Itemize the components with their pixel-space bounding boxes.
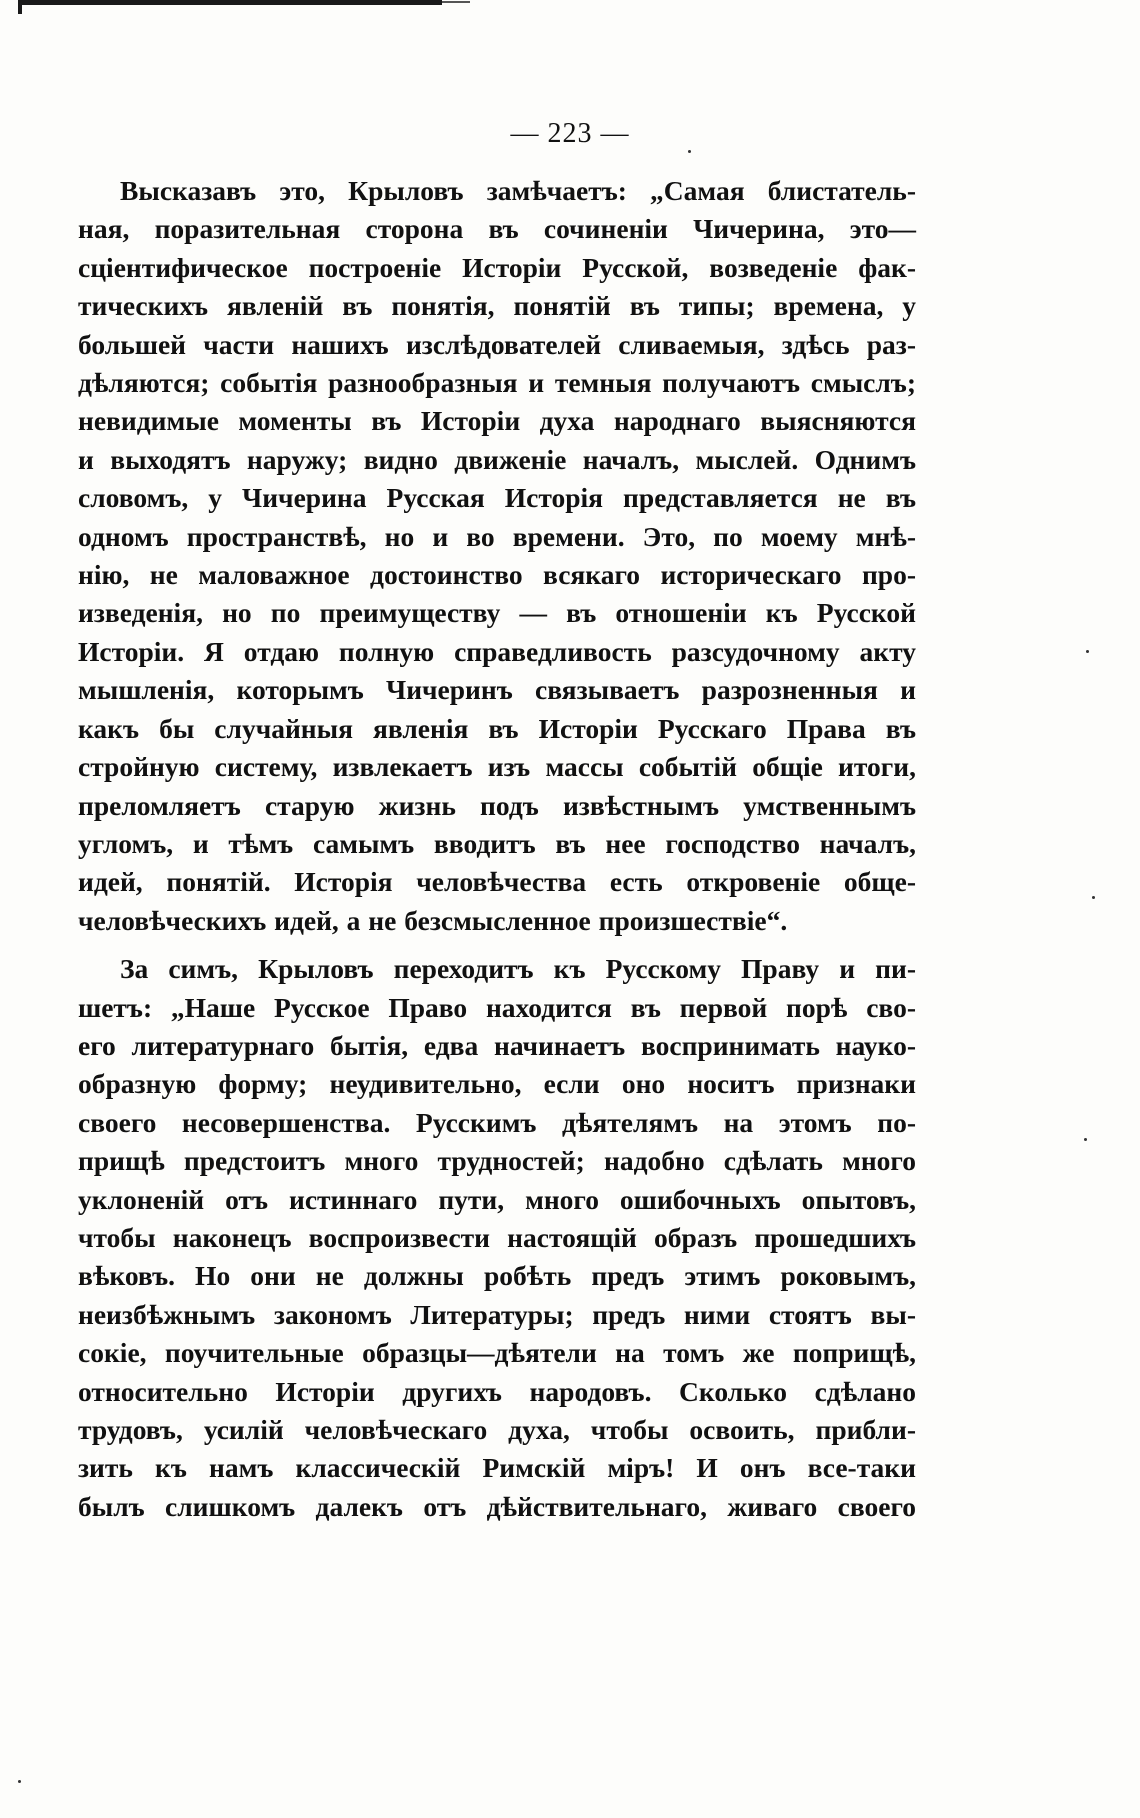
text-line: идей, понятій. Исторія человѣчества есть откровеніе обще- (78, 866, 916, 898)
text-line: относительно Исторіи другихъ народовъ. Сколько сдѣлано (78, 1375, 916, 1407)
text-line: вѣковъ. Но они не должны робѣть предъ этимъ роковымъ, (78, 1260, 916, 1292)
page-number: — 223 — (510, 118, 630, 149)
text-line: уклоненій отъ истиннаго пути, много ошибочныхъ опытовъ, (78, 1183, 916, 1215)
text-line: словомъ, у Чичерина Русская Исторія представляется не въ (78, 482, 916, 514)
text-line: Исторіи. Я отдаю полную справедливость разсудочному акту (78, 635, 916, 667)
paragraph-2 (78, 950, 916, 1526)
text-line: неизбѣжнымъ закономъ Литературы; предъ ними стоятъ вы- (78, 1298, 916, 1330)
text-line: сціентифическое построеніе Исторіи Русской, возведеніе фак- (78, 251, 916, 283)
text-line: тическихъ явленій въ понятія, понятій въ типы; времена, у (78, 290, 916, 322)
scan-speck (18, 1780, 21, 1783)
text-line: ная, поразительная сторона въ сочиненіи Чичерина, это— (78, 213, 916, 245)
text-line: чтобы наконецъ воспроизвести настоящій образъ прошедшихъ (78, 1221, 916, 1253)
text-line: человѣческихъ идей, а не безсмысленное произшествіе“. (78, 904, 788, 936)
scan-speck (1092, 896, 1095, 899)
text-line: мышленія, которымъ Чичеринъ связываетъ разрозненныя и (78, 674, 916, 706)
text-line: трудовъ, усилій человѣческаго духа, чтобы освоить, прибли- (78, 1414, 916, 1445)
scan-speck (1084, 1138, 1087, 1141)
scan-speck (688, 150, 691, 153)
text-line: изведенія, но по преимуществу — въ отношеніи къ Русской (78, 597, 916, 629)
text-line: шетъ: „Наше Русское Право находится въ первой порѣ сво- (78, 991, 916, 1023)
text-line: невидимые моменты въ Исторіи духа народнаго выясняются (78, 405, 916, 437)
text-line: какъ бы случайныя явленія въ Исторіи Русскаго Права въ (78, 712, 916, 744)
scan-top-rule (22, 0, 442, 5)
text-line: зить къ намъ классическій Римскій міръ! И онъ все-таки (78, 1452, 916, 1484)
text-line: большей части нашихъ изслѣдователей сливаемыя, здѣсь раз- (78, 328, 916, 360)
scan-top-rule-tail (442, 1, 470, 3)
text-line: и выходятъ наружу; видно движеніе началъ, мыслей. Однимъ (78, 443, 916, 475)
text-line: стройную систему, извлекаетъ изъ массы событій общіе итоги, (78, 751, 916, 783)
text-line: своего несовершенства. Русскимъ дѣятелямъ на этомъ по- (78, 1106, 916, 1138)
text-line: За симъ, Крыловъ переходитъ къ Русскому Праву и пи- (120, 953, 916, 985)
paragraph-1 (78, 172, 916, 940)
text-line: одномъ пространствѣ, но и во времени. Это, по моему мнѣ- (78, 520, 916, 552)
scan-speck (1086, 650, 1089, 653)
text-line: его литературнаго бытія, едва начинаетъ воспринимать науко- (78, 1029, 916, 1061)
text-line: угломъ, и тѣмъ самымъ вводитъ въ нее господство началъ, (78, 827, 916, 859)
page-body (78, 172, 916, 1526)
text-line: преломляетъ старую жизнь подъ извѣстнымъ умственнымъ (78, 789, 916, 821)
text-line: нію, не маловажное достоинство всякаго историческаго про- (78, 559, 916, 591)
text-line: образную форму; неудивительно, если оно носитъ признаки (78, 1068, 916, 1100)
text-line: былъ слишкомъ далекъ отъ дѣйствительнаго, живаго своего (78, 1490, 916, 1522)
text-line: Высказавъ это, Крыловъ замѣчаетъ: „Самая блистатель- (120, 175, 916, 206)
text-line: прищѣ предстоитъ много трудностей; надобно сдѣлать много (78, 1145, 916, 1177)
text-line: дѣляются; событія разнообразныя и темныя получаютъ смыслъ; (78, 367, 916, 399)
text-line: сокіе, поучительные образцы—дѣятели на томъ же поприщѣ, (78, 1337, 916, 1369)
